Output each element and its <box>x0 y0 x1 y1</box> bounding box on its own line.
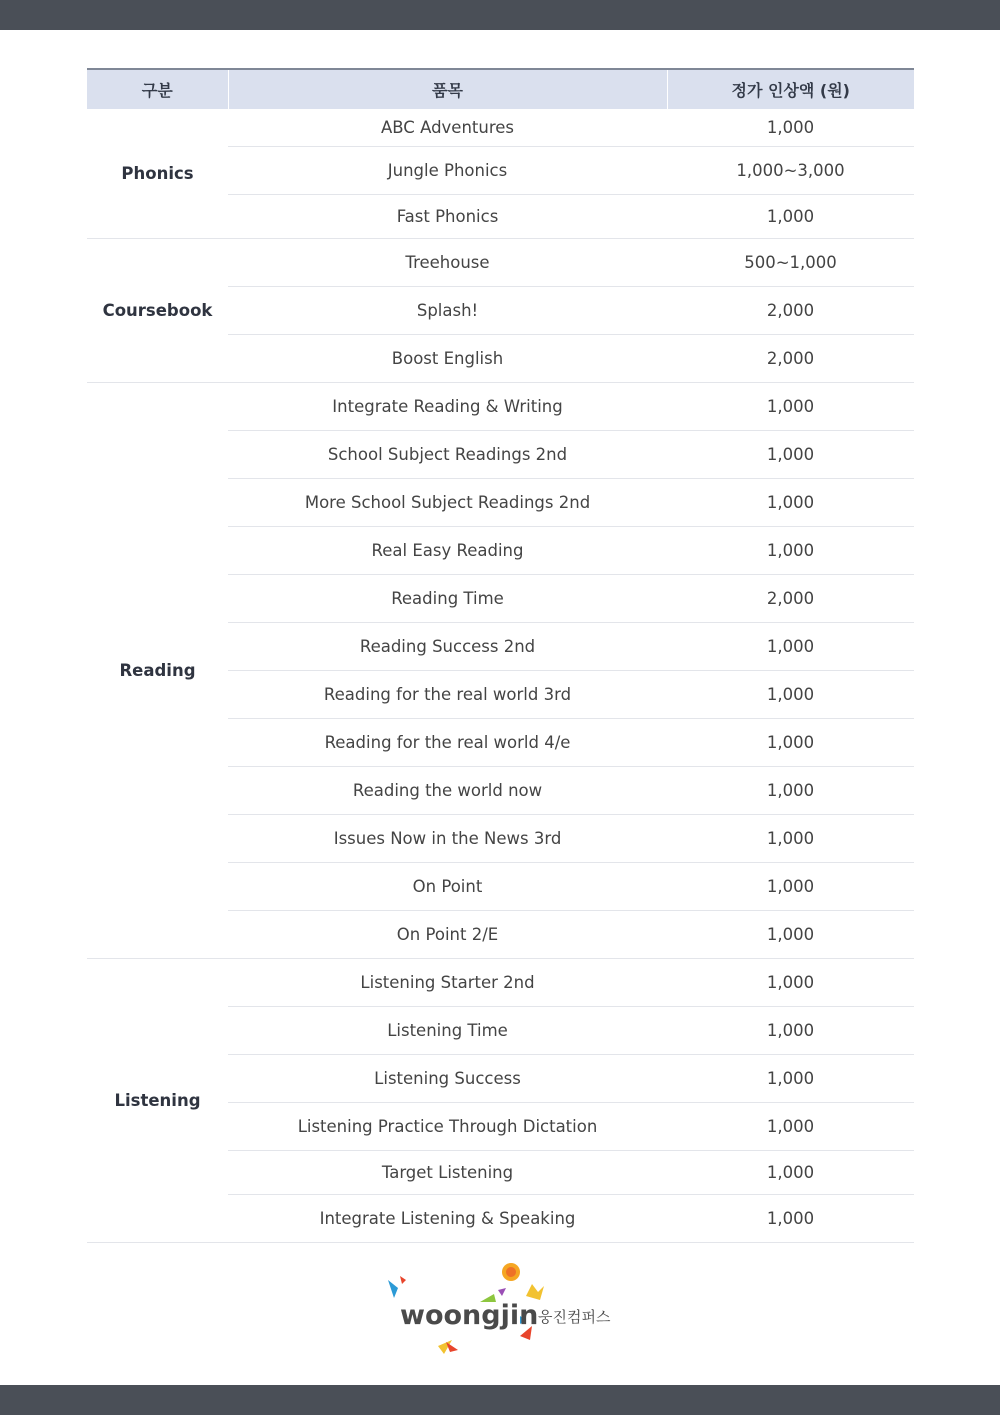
logo-orange-circle-inner <box>506 1267 516 1277</box>
item-name: Listening Success <box>228 1054 667 1102</box>
category-reading: Reading <box>87 382 228 958</box>
item-price: 1,000 <box>667 814 914 862</box>
item-name: Splash! <box>228 286 667 334</box>
logo-yellow-hand <box>526 1284 544 1300</box>
logo-red-shard <box>400 1276 406 1284</box>
item-name: Integrate Reading & Writing <box>228 382 667 430</box>
item-name: Reading the world now <box>228 766 667 814</box>
logo-blue-shard <box>388 1280 398 1298</box>
item-price: 1,000 <box>667 862 914 910</box>
category-listening: Listening <box>87 958 228 1242</box>
item-price: 1,000 <box>667 1194 914 1242</box>
item-price: 2,000 <box>667 574 914 622</box>
item-name: ABC Adventures <box>228 109 667 146</box>
item-name: More School Subject Readings 2nd <box>228 478 667 526</box>
woongjin-logo-graphic <box>380 1258 630 1358</box>
item-price: 1,000 <box>667 526 914 574</box>
logo-brand-text: woongjin <box>400 1300 539 1331</box>
item-price: 1,000 <box>667 958 914 1006</box>
bottom-bar <box>0 1385 1000 1415</box>
item-price: 1,000 <box>667 1054 914 1102</box>
item-name: Fast Phonics <box>228 194 667 238</box>
item-name: School Subject Readings 2nd <box>228 430 667 478</box>
table-row <box>87 238 914 286</box>
item-price: 2,000 <box>667 334 914 382</box>
item-price: 1,000 <box>667 1102 914 1150</box>
woongjin-compass-logo <box>380 1258 630 1358</box>
item-name: Listening Starter 2nd <box>228 958 667 1006</box>
table-row <box>87 382 914 430</box>
item-name: On Point 2/E <box>228 910 667 958</box>
header-price-increase: 정가 인상액 (원) <box>667 69 914 109</box>
item-price: 1,000 <box>667 430 914 478</box>
item-name: Treehouse <box>228 238 667 286</box>
table-row <box>87 958 914 1006</box>
item-price: 1,000 <box>667 109 914 146</box>
item-name: Integrate Listening & Speaking <box>228 1194 667 1242</box>
item-name: Issues Now in the News 3rd <box>228 814 667 862</box>
item-price: 1,000 <box>667 194 914 238</box>
table-row <box>87 109 914 146</box>
header-item: 품목 <box>228 69 667 109</box>
item-name: Target Listening <box>228 1150 667 1194</box>
price-increase-table <box>87 68 914 1243</box>
item-price: 1,000 <box>667 766 914 814</box>
item-name: Reading Time <box>228 574 667 622</box>
item-price: 1,000 <box>667 622 914 670</box>
item-price: 1,000~3,000 <box>667 146 914 194</box>
top-bar <box>0 0 1000 30</box>
logo-korean-text: 웅진컴퍼스 <box>538 1308 611 1326</box>
item-name: Listening Practice Through Dictation <box>228 1102 667 1150</box>
item-name: Real Easy Reading <box>228 526 667 574</box>
item-name: On Point <box>228 862 667 910</box>
item-name: Jungle Phonics <box>228 146 667 194</box>
item-price: 1,000 <box>667 1150 914 1194</box>
category-coursebook: Coursebook <box>87 238 228 382</box>
item-price: 500~1,000 <box>667 238 914 286</box>
item-price: 1,000 <box>667 910 914 958</box>
item-name: Boost English <box>228 334 667 382</box>
item-price: 1,000 <box>667 718 914 766</box>
header-category: 구분 <box>87 69 228 109</box>
item-price: 1,000 <box>667 382 914 430</box>
item-price: 1,000 <box>667 670 914 718</box>
item-name: Reading Success 2nd <box>228 622 667 670</box>
item-price: 2,000 <box>667 286 914 334</box>
table-header-row <box>87 69 914 109</box>
item-price: 1,000 <box>667 478 914 526</box>
item-name: Reading for the real world 3rd <box>228 670 667 718</box>
item-price: 1,000 <box>667 1006 914 1054</box>
category-phonics: Phonics <box>87 109 228 238</box>
item-name: Reading for the real world 4/e <box>228 718 667 766</box>
item-name: Listening Time <box>228 1006 667 1054</box>
logo-purple-shard <box>498 1288 506 1296</box>
